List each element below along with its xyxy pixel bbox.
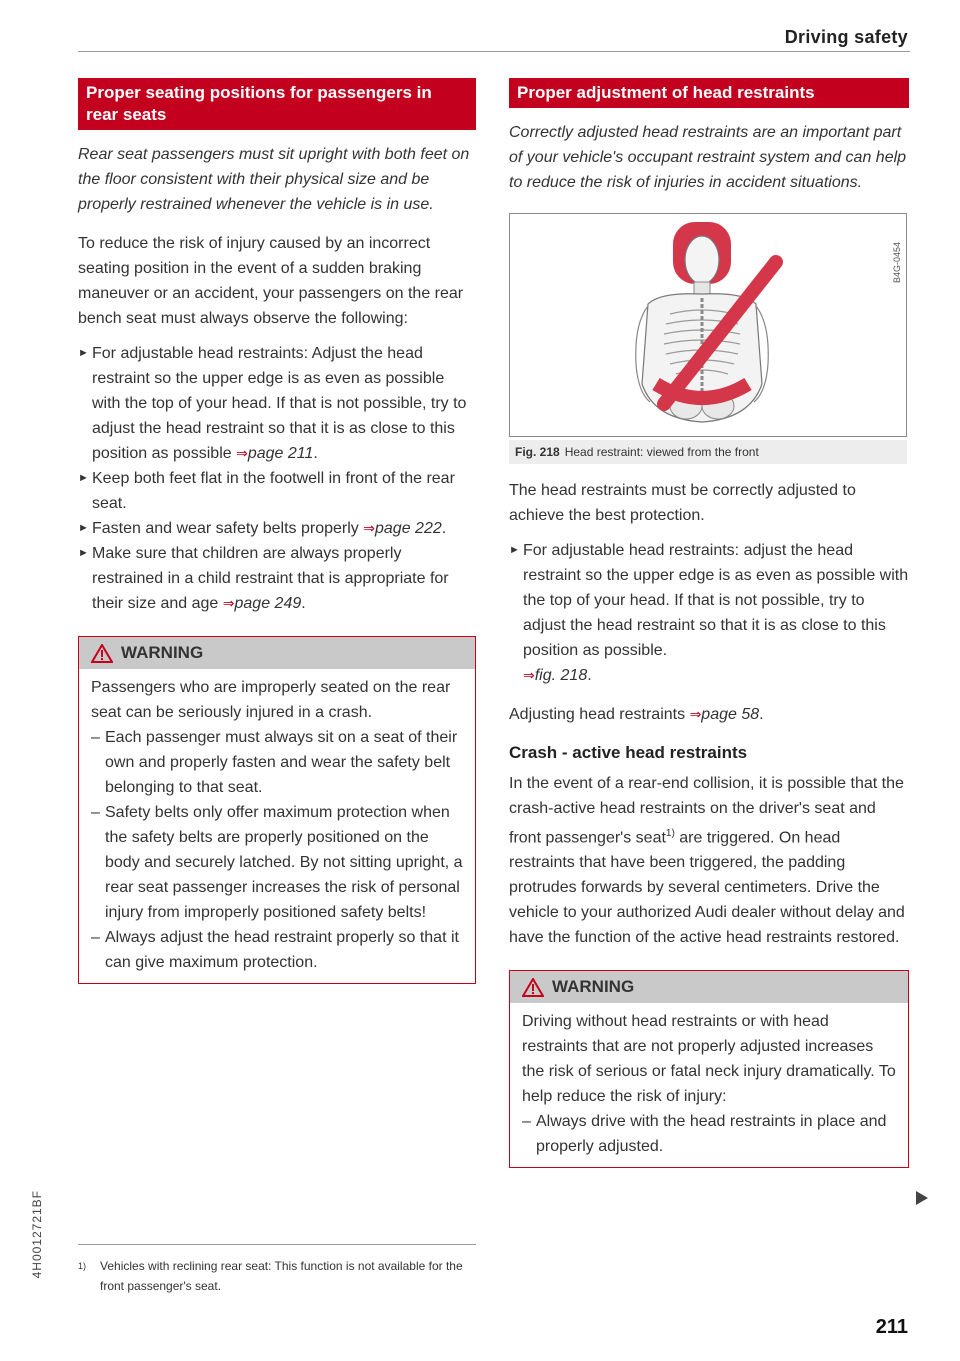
list-item: ► Make sure that children are always properly restrained in a child restraint that is appropriate for their size and age ⇒page 249.	[78, 541, 476, 616]
list-item: ► For adjustable head restraints: adjust the head restraint so the upper edge is as even as possible with the top of your head. If that is not possible, try to adjust the head restraint so that it is as close to this position as possible. ⇒fig. 218.	[509, 538, 909, 688]
reference-arrow-icon: ⇒	[222, 595, 235, 611]
warning-header	[510, 971, 908, 1003]
head-shape	[685, 236, 719, 284]
crash-heading: Crash - active head restraints	[509, 743, 748, 762]
list-item: ► For adjustable head restraints: Adjust the head restraint so the upper edge is as even as possible with the top of your head. If that is not possible, try to adjust the head restraint so that it is as close to this position as possible ⇒page 211.	[78, 341, 476, 466]
figure-caption: Fig. 218 Head restraint: viewed from the front	[509, 440, 907, 464]
reference-arrow-icon: ⇒	[363, 520, 375, 536]
footnote	[78, 1256, 476, 1296]
right-bullet-list	[509, 538, 909, 688]
figure-218	[509, 213, 907, 464]
warning-label: WARNING	[552, 977, 635, 997]
warning-label: WARNING	[121, 643, 204, 662]
list-item: – Always adjust the head restraint properly so that it can give maximum protection.	[91, 929, 459, 971]
warning-triangle-icon	[91, 644, 113, 663]
crash-body: In the event of a rear-end collision, it is possible that the crash-active head restraints on the driver's seat and front passenger's seat$^{1)}$ are triggered. On head restraints that have been triggered, the padding protrudes forwards by several centimeters. Drive the vehicle to your authorized Audi dealer without delay and have the function of the active head restraints restored.	[509, 775, 905, 947]
bullet-marker-icon: ►	[78, 347, 89, 359]
figure-code: B4G-0454	[892, 242, 902, 284]
reference-arrow-icon: ⇒	[523, 667, 535, 683]
left-body: To reduce the risk of injury caused by an incorrect seating position in the event of a sudden braking maneuver or an accident, your passengers on the rear bench seat must always observe the following:	[78, 235, 464, 327]
left-bullet-list	[78, 341, 476, 616]
footnote-number: 1)	[78, 1261, 87, 1271]
right-body: The head restraints must be correctly adjusted to achieve the best protection.	[509, 482, 856, 524]
page-number: 211	[875, 1316, 908, 1338]
document-code: 4H0012721BF	[30, 1190, 44, 1279]
continue-arrow-icon	[915, 1190, 929, 1206]
section-header: Driving safety	[784, 27, 908, 47]
footnote-text: Vehicles with reclining rear seat: This function is not available for the front passenger's seat.	[100, 1259, 463, 1293]
warning-triangle-icon	[522, 978, 544, 997]
right-intro: Correctly adjusted head restraints are an important part of your vehicle's occupant restraint system and can help to reduce the risk of injuries in accident situations.	[509, 124, 907, 191]
warning-header	[79, 637, 475, 669]
footnote-divider	[78, 1244, 476, 1245]
head-restraint-illustration	[510, 214, 906, 434]
figure-frame	[509, 213, 907, 437]
warning-body	[510, 1003, 908, 1167]
bullet-marker-icon: ►	[78, 472, 89, 484]
bullet-marker-icon: ►	[78, 522, 89, 534]
left-section-title: Proper seating positions for passengers in rear seats	[78, 78, 476, 130]
list-item: – Each passenger must always sit on a seat of their own and properly fasten and wear the safety belt belonging to that seat.	[91, 729, 458, 796]
right-column	[509, 78, 909, 1168]
left-intro: Rear seat passengers must sit upright with both feet on the floor consistent with their physical size and be properly restrained whenever the vehicle is in use.	[78, 146, 470, 213]
list-item: ► Fasten and wear safety belts properly ⇒page 222.	[78, 516, 476, 541]
bullet-marker-icon: ►	[509, 544, 520, 556]
reference-arrow-icon: ⇒	[236, 445, 248, 461]
left-warning-box	[78, 636, 476, 984]
header-divider	[78, 51, 910, 52]
bullet-marker-icon: ►	[78, 547, 89, 559]
footnote-marker: 1)	[665, 828, 675, 839]
page-reference-link[interactable]: ⇒page 58	[689, 706, 760, 723]
right-section-title: Proper adjustment of head restraints	[509, 78, 909, 108]
page-reference-link[interactable]: ⇒page 211	[236, 445, 314, 462]
page-reference-link[interactable]: ⇒page 249	[222, 595, 302, 612]
list-item: ► Keep both feet flat in the footwell in front of the rear seat.	[78, 466, 476, 516]
list-item: – Safety belts only offer maximum protection when the safety belts are properly positioned on the body and securely latched. By not sitting upright, a rear seat passenger increases the risk of personal injury from improperly positioned safety belts!	[91, 804, 463, 921]
left-column	[78, 78, 476, 984]
warning-intro: Passengers who are improperly seated on the rear seat can be seriously injured in a crash.	[91, 679, 451, 721]
reference-arrow-icon: ⇒	[689, 706, 702, 722]
warning-body	[79, 669, 475, 983]
adjusting-reference: Adjusting head restraints ⇒page 58.	[509, 706, 764, 723]
right-warning-box	[509, 970, 909, 1168]
list-item: – Always drive with the head restraints in place and properly adjusted.	[522, 1113, 887, 1156]
warning-list	[91, 725, 463, 975]
warning-intro: Driving without head restraints or with head restraints that are not properly adjusted increases the risk of serious or fatal neck injury dramatically. To help reduce the risk of injury:	[522, 1013, 896, 1106]
figure-reference-link[interactable]: ⇒fig. 218	[523, 667, 588, 684]
page-reference-link[interactable]: ⇒page 222	[363, 520, 442, 537]
warning-list	[522, 1109, 896, 1159]
